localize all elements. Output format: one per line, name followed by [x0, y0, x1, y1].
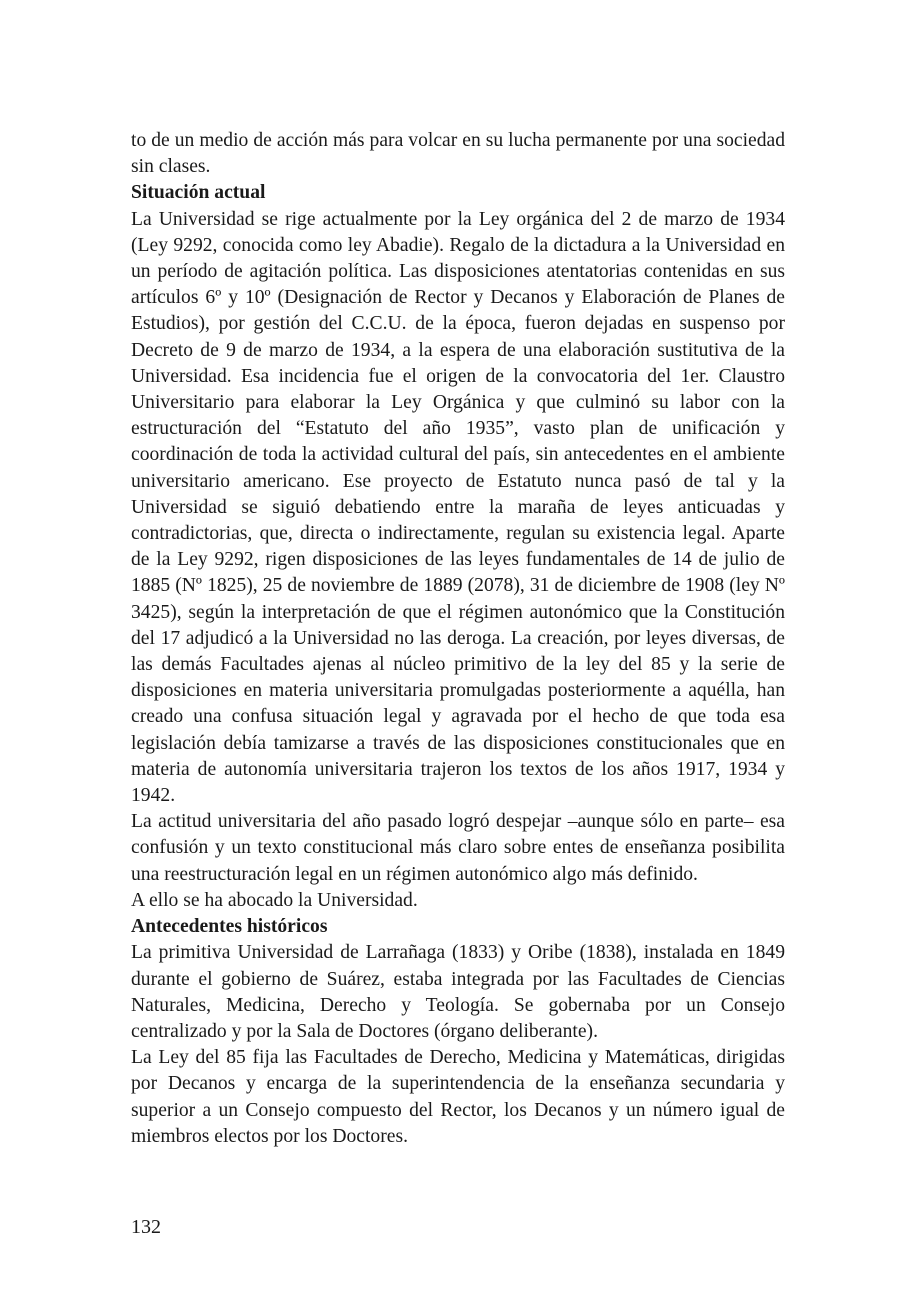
paragraph-continuation: to de un medio de acción más para volcar en su lucha permanente por una sociedad sin clases.	[131, 130, 785, 178]
section-heading-antecedentes-historicos: Antecedentes históricos	[131, 916, 328, 938]
page-number: 132	[131, 1216, 161, 1238]
section-heading-situacion-actual: Situación actual	[131, 182, 266, 204]
paragraph-abocado: A ello se ha abocado la Universidad.	[131, 889, 418, 911]
paragraph-actitud-universitaria: La actitud universitaria del año pasado logró despejar –aunque sólo en parte– esa confusión y un texto constitucional más claro sobre entes de enseñanza posibilita una reestructuración legal en un régimen autonómico algo más definido.	[131, 811, 785, 885]
paragraph-ley-organica: La Universidad se rige actualmente por la Ley orgánica del 2 de marzo de 1934 (Ley 9292, conocida como ley Abadie). Regalo de la dictadura a la Universidad en un período de agitación política. Las disposiciones atentatorias contenidas en sus artículos 6º y 10º (Designación de Rector y Decanos y Elaboración de Planes de Estudios), por gestión del C.C.U. de la época, fueron dejadas en suspenso por Decreto de 9 de marzo de 1934, a la espera de una elaboración sustitutiva de la Universidad. Esa incidencia fue el origen de la convocatoria del 1er. Claustro Universitario para elaborar la Ley Orgánica y que culminó su labor con la estructuración del “Estatuto del año 1935”, vasto plan de unificación y coordinación de toda la actividad cultural del país, sin antecedentes en el ambiente universitario americano. Ese proyecto de Estatuto nunca pasó de tal y la Universidad se siguió debatiendo entre la maraña de leyes anticuadas y contradictorias, que, directa o indirectamente, regulan su existencia legal. Aparte de la Ley 9292, rigen disposiciones de las leyes fundamentales de 14 de julio de 1885 (Nº 1825), 25 de noviembre de 1889 (2078), 31 de diciembre de 1908 (ley Nº 3425), según la interpretación de que el régimen autonómico que la Constitución del 17 adjudicó a la Universidad no las deroga. La creación, por leyes diversas, de las demás Facultades ajenas al núcleo primitivo de la ley del 85 y la serie de disposiciones en materia universitaria promulgadas posteriormente a aquélla, han creado una confusa situación legal y agravada por el hecho de que toda esa legislación debía tamizarse a través de las disposiciones constitucionales que en materia de autonomía universitaria trajeron los textos de los años 1917, 1934 y 1942.	[131, 208, 785, 807]
page-body	[131, 128, 785, 1150]
paragraph-ley-del-85: La Ley del 85 fija las Facultades de Derecho, Medicina y Matemáticas, dirigidas por Decanos y encarga de la superintendencia de la enseñanza secundaria y superior a un Consejo compuesto del Rector, los Decanos y un número igual de miembros electos por los Doctores.	[131, 1047, 785, 1147]
paragraph-primitiva-universidad: La primitiva Universidad de Larrañaga (1833) y Oribe (1838), instalada en 1849 durante el gobierno de Suárez, estaba integrada por las Facultades de Ciencias Naturales, Medicina, Derecho y Teología. Se gobernaba por un Consejo centralizado y por la Sala de Doctores (órgano deliberante).	[131, 942, 785, 1042]
